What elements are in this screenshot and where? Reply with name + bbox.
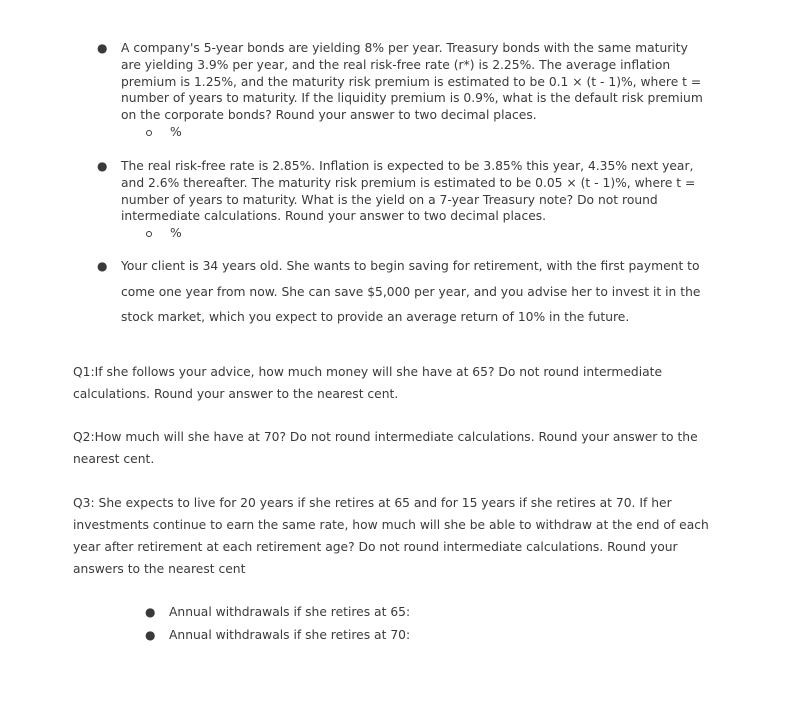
question-2: Q2:How much will she have at 70? Do not round intermediate calculations. Round your answer to the nearest cent.	[73, 430, 698, 466]
question-1: Q1:If she follows your advice, how much money will she have at 65? Do not round intermediate calculations. Round your answer to the nearest cent.	[73, 365, 663, 401]
problem-text-2: The real risk-free rate is 2.85%. Inflation is expected to be 3.85% this year, 4.35% next year, and 2.6% thereafter. The maturity risk premium is estimated to be 0.05 × (t - 1)%, where t = number of years to maturity. What is the yield on a 7-year Treasury note? Do not round intermediate calculations. Round your answer to two decimal places.	[121, 159, 696, 224]
answer-row-1[interactable]	[146, 124, 706, 141]
problem-bullet-3	[97, 254, 706, 331]
problem-bullet-1	[97, 40, 706, 141]
bullet-dot-icon: ●	[145, 605, 156, 619]
answer-row-2[interactable]	[146, 225, 706, 242]
withdrawal-item-65	[145, 604, 411, 620]
answer-unit-2: %	[170, 226, 182, 241]
answer-unit-1: %	[170, 124, 182, 139]
circle-bullet-icon	[146, 231, 152, 237]
withdrawal-label-70: Annual withdrawals if she retires at 70:	[169, 628, 411, 642]
withdrawal-item-70	[145, 627, 411, 643]
problem-text-3: Your client is 34 years old. She wants to begin saving for retirement, with the first payment to come one year from now. She can save $5,000 per year, and you advise her to invest it in the stock market, which you expect to provide an average return of 10% in the future.	[121, 259, 701, 324]
bullet-dot-icon: ●	[97, 159, 108, 173]
bullet-dot-icon: ●	[145, 628, 156, 642]
question-3: Q3: She expects to live for 20 years if she retires at 65 and for 15 years if she retires at 70. If her investments continue to earn the same rate, how much will she be able to withdraw at the end of each year after retirement at each retirement age? Do not round intermediate calculations. Round your answers to the nearest cent	[73, 496, 709, 576]
bullet-dot-icon: ●	[97, 41, 108, 55]
problem-text-1: A company's 5-year bonds are yielding 8% per year. Treasury bonds with the same maturity are yielding 3.9% per year, and the real risk-free rate (r*) is 2.25%. The average inflation premium is 1.25%, and the maturity risk premium is estimated to be 0.1 × (t - 1)%, where t = number of years to maturity. If the liquidity premium is 0.9%, what is the default risk premium on the corporate bonds? Round your answer to two decimal places.	[121, 41, 703, 123]
problem-bullet-2	[97, 158, 706, 242]
circle-bullet-icon	[146, 130, 152, 136]
bullet-dot-icon: ●	[97, 259, 108, 273]
withdrawal-label-65: Annual withdrawals if she retires at 65:	[169, 605, 411, 619]
